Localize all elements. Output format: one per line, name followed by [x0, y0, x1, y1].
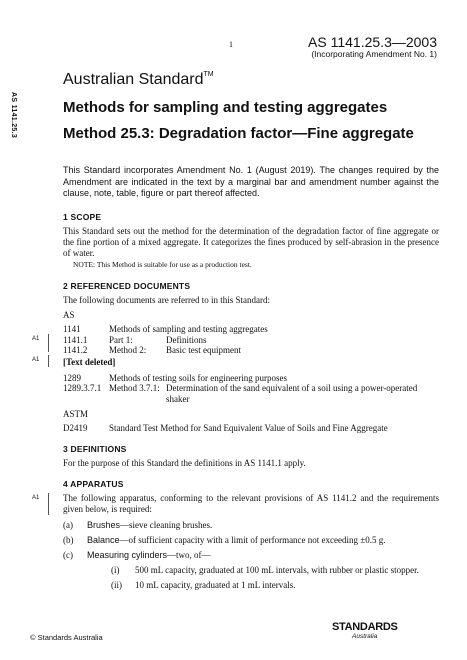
logo-sub: Australia: [352, 633, 378, 640]
amendment-bar: [48, 493, 49, 515]
list-item-label: (a): [63, 520, 73, 530]
ref-part: Method 2:: [109, 345, 147, 355]
trademark-mark: TM: [203, 71, 214, 78]
ref-code: 1289.3.7.1: [63, 383, 102, 393]
copyright: © Standards Australia: [30, 633, 103, 642]
list-item-label: (c): [63, 550, 73, 560]
ref-part: Part 1:: [109, 335, 133, 345]
sub-item: 10 mL capacity, graduated at 1 mL intervals.: [135, 580, 296, 590]
section-heading-definitions: 3 DEFINITIONS: [63, 444, 127, 454]
ref-title: Basic test equipment: [166, 345, 241, 355]
item-text: —two, of—: [167, 550, 211, 560]
ref-code: 1141: [63, 324, 81, 334]
ref-code: 1141.1: [63, 335, 88, 345]
amendment-bar: [48, 334, 49, 352]
amendment-marker: A1: [32, 495, 40, 501]
scope-text: This Standard sets out the method for the determination of the degradation factor of fine aggregate or the fine portion of a mixed aggregate. It categorizes the fines produced by self-abrasion in the presence of water.: [63, 226, 439, 258]
list-item: [87, 550, 211, 561]
refdocs-intro: The following documents are referred to in this Standard:: [63, 295, 270, 305]
amendment-intro: This Standard incorporates Amendment No. 1 (August 2019). The changes required by the Amendment are indicated in the text by a marginal bar and amendment number against the clause, note, table, figure or part thereof affected.: [63, 165, 439, 198]
section-heading-referenced-documents: 2 REFERENCED DOCUMENTS: [63, 281, 191, 291]
standard-number: AS 1141.25.3—2003: [308, 34, 437, 50]
side-label-text: AS 1141.25.3: [10, 92, 17, 139]
ref-title: Methods of testing soils for engineering purposes: [109, 373, 287, 383]
section-heading-apparatus: 4 APPARATUS: [63, 479, 124, 489]
text-deleted-label: [Text deleted]: [63, 357, 116, 367]
ref-title: Methods of sampling and testing aggregates: [109, 324, 268, 334]
list-item: [87, 520, 212, 531]
amendment-bar: [48, 355, 49, 367]
ref-title: Determination of the sand equivalent of a soil using a power-operated shaker: [166, 383, 418, 404]
ref-title: Standard Test Method for Sand Equivalent Value of Soils and Fine Aggregate: [109, 423, 388, 433]
ref-code: 1141.2: [63, 345, 88, 355]
ref-title: Definitions: [166, 335, 207, 345]
section-heading-scope: 1 SCOPE: [63, 212, 102, 222]
item-term: Balance: [87, 535, 120, 545]
ref-code: D2419: [63, 423, 88, 433]
document-title: Methods for sampling and testing aggregates: [63, 99, 388, 116]
sub-item-label: (ii): [111, 580, 122, 590]
logo-word: STANDARDS: [332, 621, 398, 633]
amendment-marker: A1: [32, 357, 40, 363]
side-label: [6, 92, 20, 152]
document-subtitle: Method 25.3: Degradation factor—Fine aggregate: [63, 125, 414, 142]
amendment-marker: A1: [32, 336, 40, 342]
definitions-text: For the purpose of this Standard the definitions in AS 1141.1 apply.: [63, 458, 306, 468]
scope-note: NOTE: This Method is suitable for use as a production test.: [73, 260, 252, 269]
item-term: Measuring cylinders: [87, 550, 168, 560]
item-text: —sieve cleaning brushes.: [120, 520, 213, 530]
sub-item: 500 mL capacity, graduated at 100 mL intervals, with rubber or plastic stopper.: [135, 565, 419, 575]
astm-label: ASTM: [63, 409, 89, 419]
apparatus-intro: The following apparatus, conforming to the relevant provisions of AS 1141.2 and the requirements given below, is required:: [63, 493, 439, 514]
brand-title: [63, 71, 214, 89]
list-item: [87, 535, 385, 546]
item-text: —of sufficient capacity with a limit of performance not exceeding ±0.5 g.: [119, 535, 386, 545]
ref-part: Method 3.7.1:: [109, 383, 160, 393]
sub-item-label: (i): [111, 565, 120, 575]
list-item-label: (b): [63, 535, 74, 545]
brand-name: Australian Standard: [63, 71, 204, 88]
standards-australia-logo: [332, 621, 398, 640]
page-number: 1: [229, 40, 233, 49]
ref-code: 1289: [63, 373, 81, 383]
as-label: AS: [63, 310, 75, 320]
amendment-note: (Incorporating Amendment No. 1): [311, 49, 437, 59]
item-term: Brushes: [87, 520, 121, 530]
